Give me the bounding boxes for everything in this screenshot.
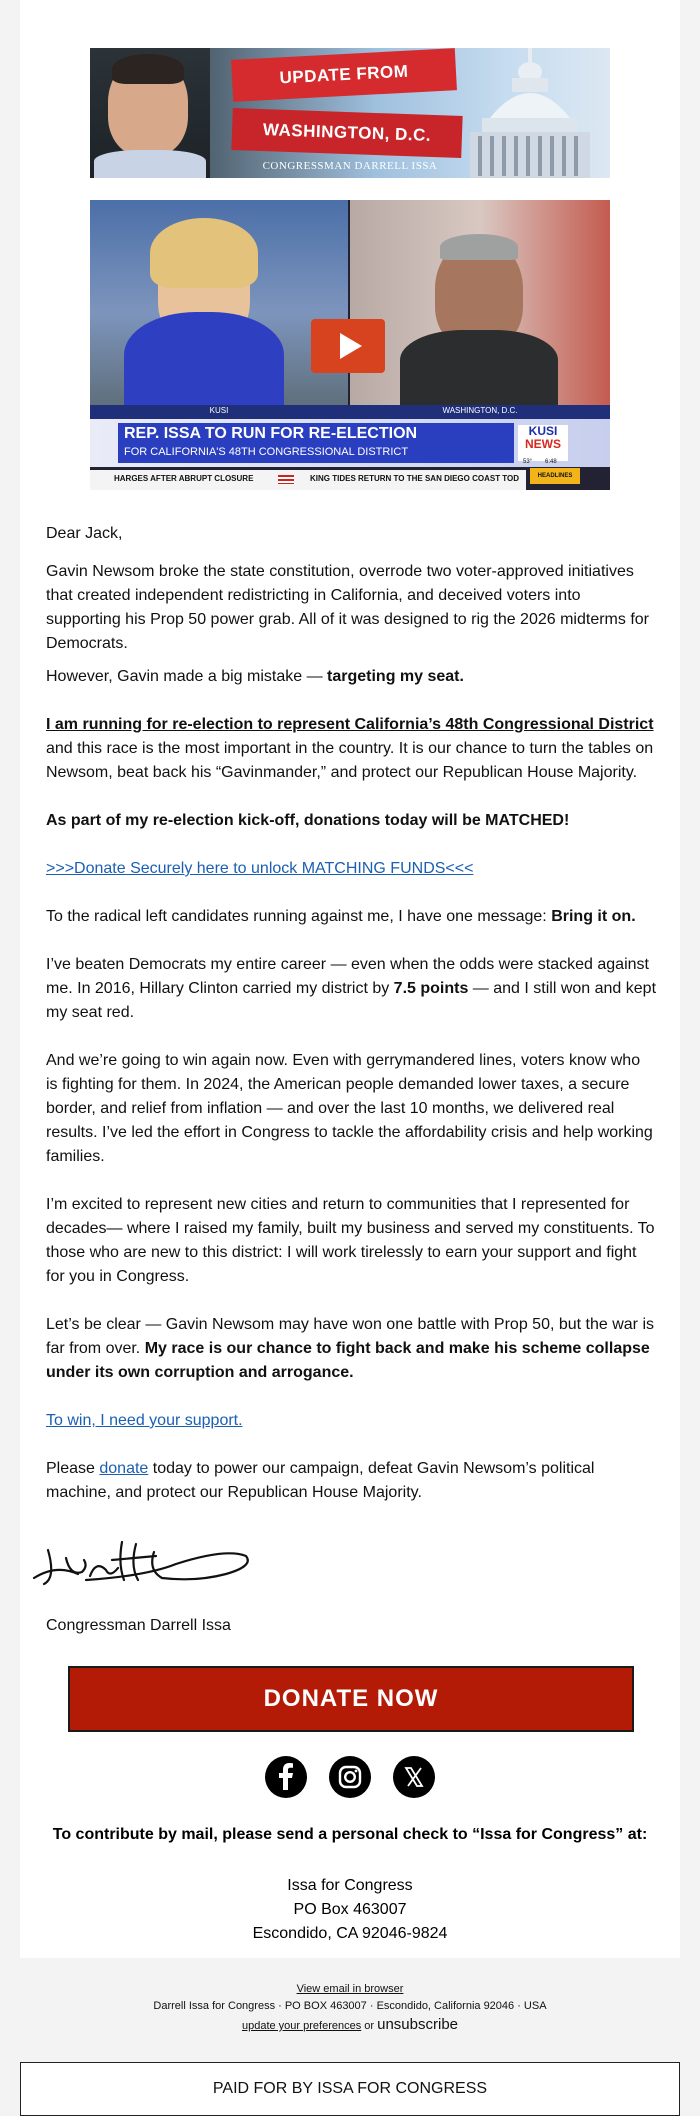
p10-text-b: today to power our campaign, defeat Gavin Newsom’s political machine, and protect our Republican House Majority. <box>46 1460 595 1501</box>
capitol-dome-icon <box>460 48 610 178</box>
p6-text-c: — and I still won and kept my seat red. <box>46 980 657 1021</box>
p2-bold: targeting my seat. <box>327 668 464 685</box>
p9-text: Let’s be clear — Gavin Newsom may have won one battle with Prop 50, but the war is far from over. <box>46 1316 655 1357</box>
video-temp: 53° <box>523 459 533 465</box>
paragraph-7: And we’re going to win again now. Even with gerrymandered lines, voters know who is fighting for them. In 2024, the American people demanded lower taxes, a secure border, and relief from inflation — and over the last 10 months, we delivered real results. I’ve led the effort in Congress to tackle the affordability crisis and help working families. <box>46 1052 653 1165</box>
paragraph-5 <box>46 905 656 929</box>
donate-inline-link[interactable]: donate <box>99 1460 149 1477</box>
footer-or: or <box>361 2020 378 2032</box>
footer-preferences-line <box>20 2016 680 2033</box>
video-thumbnail[interactable] <box>90 200 610 490</box>
paid-for-disclaimer: PAID FOR BY ISSA FOR CONGRESS <box>20 2062 680 2116</box>
donate-matching-link[interactable]: >>>Donate Securely here to unlock MATCHING FUNDS<<< <box>46 860 474 877</box>
mail-line-3: Escondido, CA 92046-9824 <box>252 1925 448 1942</box>
support-link[interactable]: To win, I need your support. <box>46 1412 243 1429</box>
paragraph-1: Gavin Newsom broke the state constitution, overrode two voter-approved initiatives that created independent redistricting in California, and deceived voters into supporting his Prop 50 power grab. All of it was designed to rig the 2026 midterms for Democrats. <box>46 563 649 652</box>
facebook-icon[interactable] <box>265 1756 307 1798</box>
news-logo <box>518 425 568 461</box>
video-subheadline: FOR CALIFORNIA'S 48TH CONGRESSIONAL DISTRICT <box>124 446 409 458</box>
paragraph-3 <box>46 713 656 785</box>
view-in-browser-link[interactable]: View email in browser <box>296 1983 404 1995</box>
x-icon[interactable] <box>393 1756 435 1798</box>
video-headline: REP. ISSA TO RUN FOR RE-ELECTION <box>124 425 418 442</box>
footer-address: Darrell Issa for Congress · PO BOX 463007 · Escondido, California 92046 · USA <box>153 2000 547 2012</box>
mail-line-1: Issa for Congress <box>287 1877 413 1894</box>
headlines-badge: HEADLINES <box>530 468 580 484</box>
paragraph-10 <box>46 1457 656 1505</box>
paragraph-2 <box>46 665 656 689</box>
right-location: WASHINGTON, D.C. <box>442 406 518 415</box>
p5-bold: Bring it on. <box>551 908 636 925</box>
news-logo-top: KUSI <box>528 424 558 438</box>
p5-text: To the radical left candidates running against me, I have one message: <box>46 908 552 925</box>
instagram-icon[interactable] <box>329 1756 371 1798</box>
portrait-hair <box>112 54 184 84</box>
paragraph-4: As part of my re-election kick-off, donations today will be MATCHED! <box>46 812 570 829</box>
p6-bold: 7.5 points <box>393 980 469 997</box>
mail-line-2: PO Box 463007 <box>293 1901 407 1918</box>
update-preferences-link[interactable]: update your preferences <box>241 2020 362 2032</box>
guest-hair <box>440 234 518 260</box>
mail-heading: To contribute by mail, please send a personal check to “Issa for Congress” at: <box>52 1826 648 1843</box>
p10-text-a: Please <box>46 1460 100 1477</box>
news-logo-bottom: NEWS <box>525 437 561 451</box>
update-banner[interactable] <box>90 48 610 178</box>
greeting: Dear Jack, <box>46 525 123 542</box>
p3-bold-underlined: I am running for re-election to represent California’s 48th Congressional District <box>46 716 654 733</box>
p3-text: and this race is the most important in the country. It is our chance to turn the tables on Newsom, beat back his “Gavinmander,” and protect our Republican House Majority. <box>46 740 654 781</box>
banner-caption: CONGRESSMAN DARRELL ISSA <box>262 160 438 172</box>
p9-bold: My race is our chance to fight back and make his scheme collapse under its own corruption and arrogance. <box>46 1340 650 1381</box>
paragraph-9 <box>46 1313 656 1385</box>
paragraph-6 <box>46 953 656 1025</box>
ticker-right: KING TIDES RETURN TO THE SAN DIEGO COAST TOD <box>310 474 520 483</box>
anchor-hair <box>150 218 258 288</box>
guest-suit <box>400 330 558 405</box>
banner-line2: WASHINGTON, D.C. <box>231 108 462 158</box>
unsubscribe-link[interactable]: unsubscribe <box>377 2016 459 2033</box>
paragraph-8: I’m excited to represent new cities and return to communities that I represented for decades— where I raised my family, built my business and served my constituents. To those who are new to this district: I will work tirelessly to earn your support and fight for you in Congress. <box>46 1196 655 1285</box>
portrait-shirt <box>94 150 206 178</box>
signature-name: Congressman Darrell Issa <box>46 1617 231 1634</box>
anchor-dress <box>124 312 284 407</box>
donate-now-button[interactable]: DONATE NOW <box>68 1666 634 1732</box>
left-location: KUSI <box>209 406 229 415</box>
signature <box>26 1530 271 1590</box>
video-time: 6:48 <box>545 459 557 465</box>
banner-line1: UPDATE FROM <box>231 48 457 102</box>
ticker-left: HARGES AFTER ABRUPT CLOSURE <box>114 474 254 483</box>
p2-text: However, Gavin made a big mistake — <box>46 668 328 685</box>
p6-text-a: I’ve beaten Democrats my entire career — even when the odds were stacked against me. In 2016, Hillary Clinton carried my district by <box>46 956 649 997</box>
flag-icon <box>278 475 294 484</box>
play-button[interactable] <box>311 319 385 373</box>
